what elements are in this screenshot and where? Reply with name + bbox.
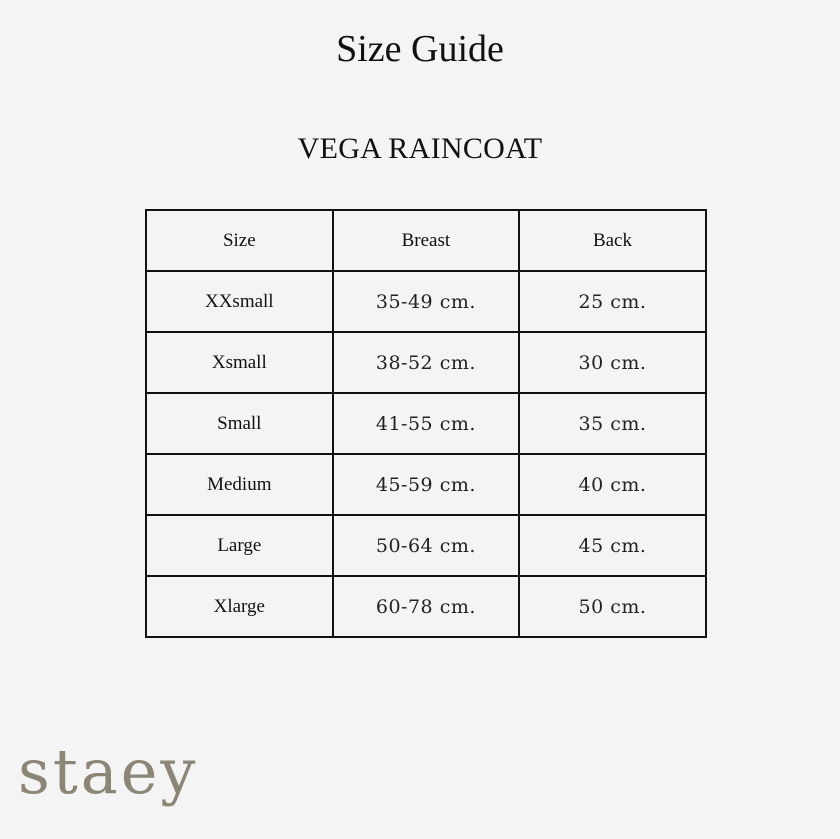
back-cell: 35 cm. <box>519 393 706 454</box>
table-row <box>146 332 706 393</box>
back-cell: 50 cm. <box>519 576 706 637</box>
breast-cell: 38-52 cm. <box>333 332 520 393</box>
size-cell: XXsmall <box>146 271 333 332</box>
page-title: Size Guide <box>336 28 504 70</box>
size-table <box>145 209 707 638</box>
column-header-back: Back <box>519 210 706 271</box>
back-cell: 25 cm. <box>519 271 706 332</box>
back-cell: 45 cm. <box>519 515 706 576</box>
back-cell: 40 cm. <box>519 454 706 515</box>
table-header-row <box>146 210 706 271</box>
size-cell: Small <box>146 393 333 454</box>
column-header-size: Size <box>146 210 333 271</box>
product-name: VEGA RAINCOAT <box>297 132 543 165</box>
brand-logo: staey <box>18 735 199 808</box>
table-row <box>146 576 706 637</box>
table-row <box>146 271 706 332</box>
size-cell: Large <box>146 515 333 576</box>
table-row <box>146 454 706 515</box>
breast-cell: 41-55 cm. <box>333 393 520 454</box>
column-header-breast: Breast <box>333 210 520 271</box>
breast-cell: 50-64 cm. <box>333 515 520 576</box>
size-cell: Xsmall <box>146 332 333 393</box>
size-cell: Xlarge <box>146 576 333 637</box>
breast-cell: 60-78 cm. <box>333 576 520 637</box>
table-row <box>146 393 706 454</box>
size-cell: Medium <box>146 454 333 515</box>
table-row <box>146 515 706 576</box>
breast-cell: 35-49 cm. <box>333 271 520 332</box>
back-cell: 30 cm. <box>519 332 706 393</box>
breast-cell: 45-59 cm. <box>333 454 520 515</box>
